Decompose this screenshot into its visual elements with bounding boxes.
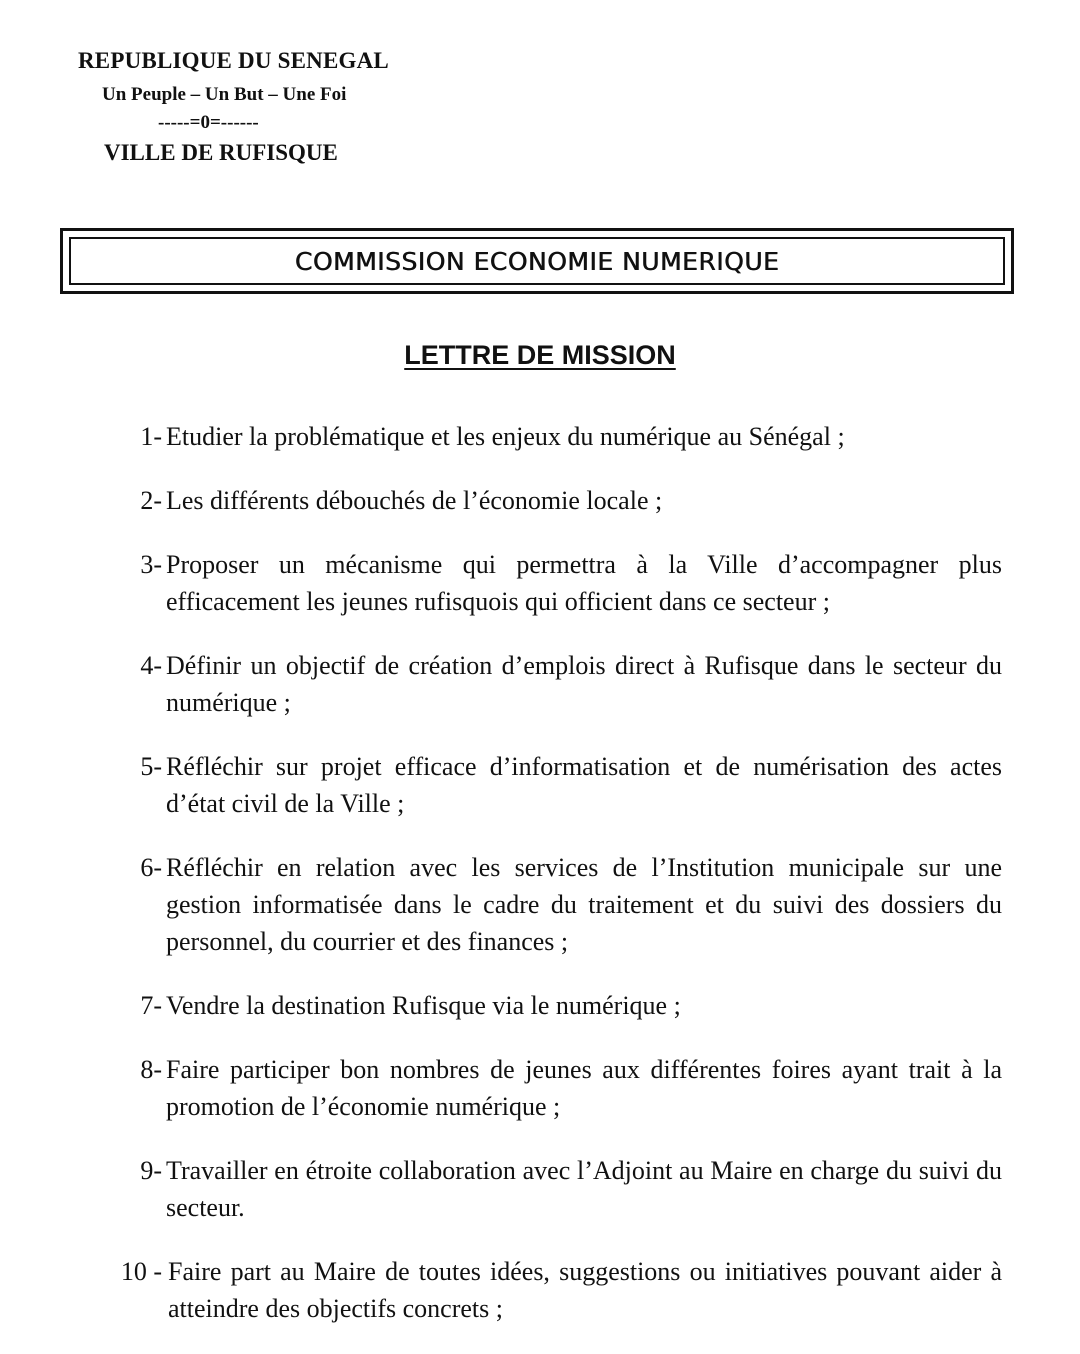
mission-item-number: 1-	[140, 422, 162, 451]
mission-item-number: 4-	[140, 651, 162, 680]
document-title-text: LETTRE DE MISSION	[404, 340, 676, 370]
mission-item-number: 2-	[140, 486, 162, 515]
mission-item-text: Faire participer bon nombres de jeunes aux différentes foires ayant trait à la promotion de l’économie numérique ;	[166, 1055, 1002, 1121]
commission-title-inner-frame	[69, 237, 1005, 285]
mission-item	[110, 546, 1002, 620]
mission-item-text: Réfléchir en relation avec les services de l’Institution municipale sur une gestion informatisée dans le cadre du traitement et du suivi des dossiers du personnel, du courrier et des finances ;	[166, 853, 1002, 956]
mission-item-number: 10 -	[120, 1257, 162, 1286]
mission-item-text: Les différents débouchés de l’économie locale ;	[166, 486, 663, 515]
mission-item-number: 8-	[140, 1055, 162, 1084]
mission-item-text: Définir un objectif de création d’emplois direct à Rufisque dans le secteur du numérique ;	[166, 651, 1002, 717]
document-title	[0, 340, 1080, 371]
city-name: VILLE DE RUFISQUE	[104, 140, 338, 165]
header-separator: -----=0=------	[158, 112, 259, 133]
mission-item	[110, 418, 1002, 455]
mission-item-text: Réfléchir sur projet efficace d’informatisation et de numérisation des actes d’état civil de la Ville ;	[166, 752, 1002, 818]
mission-item-text: Proposer un mécanisme qui permettra à la Ville d’accompagner plus efficacement les jeunes rufisquois qui officient dans ce secteur ;	[166, 550, 1002, 616]
mission-item-text: Etudier la problématique et les enjeux du numérique au Sénégal ;	[166, 422, 845, 451]
mission-list	[110, 418, 1002, 1354]
mission-item-text: Vendre la destination Rufisque via le numérique ;	[166, 991, 681, 1020]
mission-item-number: 5-	[140, 752, 162, 781]
mission-item	[110, 482, 1002, 519]
mission-item	[110, 1051, 1002, 1125]
mission-item	[110, 748, 1002, 822]
mission-item-text: Faire part au Maire de toutes idées, suggestions ou initiatives pouvant aider à atteindre des objectifs concrets ;	[168, 1257, 1002, 1323]
letterhead	[78, 48, 418, 166]
mission-item	[110, 849, 1002, 960]
mission-item	[110, 987, 1002, 1024]
mission-item-number: 6-	[140, 853, 162, 882]
mission-item-number: 9-	[140, 1156, 162, 1185]
mission-item	[92, 1253, 1002, 1327]
national-motto: Un Peuple – Un But – Une Foi	[102, 84, 347, 105]
mission-item-number: 3-	[140, 550, 162, 579]
commission-title-box	[60, 228, 1014, 294]
mission-item-number: 7-	[140, 991, 162, 1020]
commission-title: COMMISSION ECONOMIE NUMERIQUE	[294, 246, 780, 276]
mission-item	[110, 647, 1002, 721]
mission-item-text: Travailler en étroite collaboration avec l’Adjoint au Maire en charge du suivi du secteur.	[166, 1156, 1002, 1222]
mission-item	[110, 1152, 1002, 1226]
country-name: REPUBLIQUE DU SENEGAL	[78, 48, 389, 73]
